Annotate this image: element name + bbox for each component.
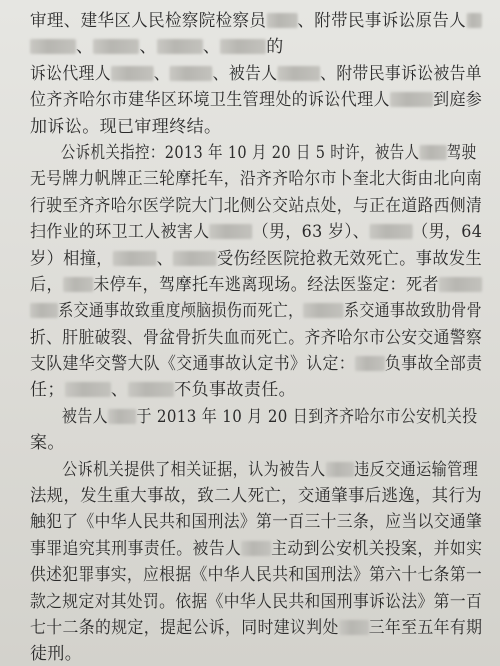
redaction-mark: [30, 303, 58, 318]
text-line: 被告人 于 2013 年 10 月 20 日到齐齐哈尔市公安机关投: [61, 406, 478, 427]
text-line: 徒刑。: [30, 644, 83, 665]
redaction-mark: [277, 66, 320, 81]
text-line: 岁）相撞， 、 受伤经医院抢救无效死亡。事故发生: [30, 248, 483, 269]
text-line: 公诉机关提供了相关证据，认为被告人 违反交通运输管理: [62, 459, 479, 480]
text-line: 折、肝脏破裂、骨盆骨折失血而死亡。齐齐哈尔市公安交通警察: [30, 327, 483, 348]
redaction-mark: [266, 13, 297, 28]
text-line: 位齐齐哈尔市建华区环境卫生管理处的诉讼代理人 到庭参: [30, 90, 483, 111]
text-line: 审理、建华区人民检察院检察员 、附带民事诉讼原告人: [30, 8, 468, 34]
redaction-mark: [241, 541, 271, 556]
redaction-mark: [63, 277, 93, 292]
redaction-mark: [157, 39, 203, 54]
redaction-mark: [30, 39, 76, 54]
text-line: 、 、 、 的: [30, 34, 482, 60]
text-line: 公诉机关指控：2013 年 10 月 20 日 5 时许，被告人 驾驶: [60, 142, 477, 163]
text-line: 诉讼代理人 、 、被告人 、附带民事诉讼被告单: [30, 63, 482, 84]
redaction-mark: [210, 224, 253, 239]
text-line: 款之规定对其处罚。依据《中华人民共和国刑事诉讼法》第一百: [30, 591, 483, 612]
redaction-mark: [419, 145, 446, 160]
text-line: 任； 、 不负事故责任。: [30, 380, 297, 401]
text-line: 加诉讼。现已审理终结。: [30, 116, 222, 137]
text-line: 触犯了《中华人民共和国刑法》第一百三十三条，应当以交通肇: [30, 512, 483, 533]
text-line: 案。: [30, 433, 65, 454]
redaction-mark: [108, 409, 136, 424]
text-line: 行驶至齐齐哈尔医学院大门北侧公交站点处，与正在道路西侧清: [30, 195, 483, 216]
redaction-mark: [65, 382, 111, 397]
redaction-mark: [369, 224, 412, 239]
text-line: 无号牌力帆牌正三轮摩托车，沿齐齐哈尔市卜奎北大街由北向南: [30, 169, 483, 190]
redaction-mark: [355, 356, 385, 371]
redaction-mark: [170, 66, 213, 81]
redaction-mark: [339, 620, 369, 635]
redaction-mark: [111, 66, 154, 81]
redaction-mark: [128, 382, 174, 397]
text-line: 支队建华交警大队《交通事故认定书》认定： 负事故全部责: [30, 354, 483, 375]
text-line: 后， 未停车，驾摩托车逃离现场。经法医鉴定：死者: [30, 272, 458, 298]
redaction-mark: [93, 39, 139, 54]
redaction-mark: [466, 13, 482, 28]
text-line: 法规，发生重大事故，致二人死亡，交通肇事后逃逸，其行为: [30, 486, 482, 507]
redaction-mark: [439, 277, 483, 292]
text-line: 供述犯罪事实，应根据《中华人民共和国刑法》第六十七条第一: [30, 565, 483, 586]
redaction-mark: [326, 462, 355, 477]
text-line: 扫作业的环卫工人被害人 （男，63 岁）、 （男，64: [30, 222, 483, 243]
redaction-mark: [173, 251, 217, 266]
text-line: 事罪追究其刑事责任。被告人 主动到公安机关投案，并如实: [30, 538, 483, 559]
redaction-mark: [303, 303, 344, 318]
redaction-mark: [390, 92, 433, 107]
text-line: 七十二条的规定，提起公诉，同时建议判处 三年至五年有期: [30, 617, 483, 638]
judgment-text: [30, 8, 482, 666]
text-line: 系交通事故致重度颅脑损伤而死亡， 系交通事故致肋骨骨: [30, 298, 428, 324]
redaction-mark: [113, 251, 157, 266]
redaction-mark: [220, 39, 266, 54]
